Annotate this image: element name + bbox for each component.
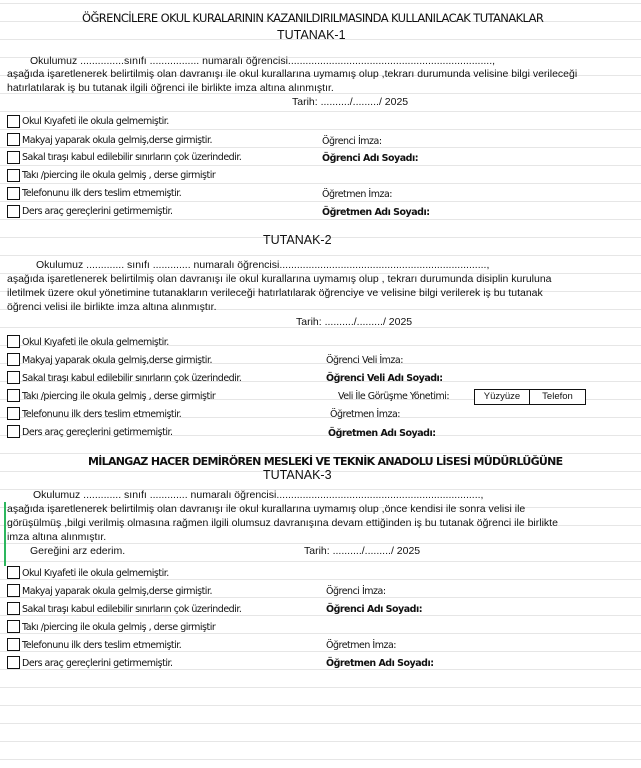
tutanak-1-date: Tarih: ........../........./ 2025 bbox=[292, 96, 409, 108]
t2-checkbox-5[interactable] bbox=[7, 407, 20, 420]
tutanak-2-date: Tarih: ........../........./ 2025 bbox=[296, 316, 413, 328]
t3-checkbox-5[interactable] bbox=[7, 638, 20, 651]
tutanak-3-date: Tarih: ........../........./ 2025 bbox=[304, 545, 421, 557]
tutanak-3-line2: aşağıda işaretlenerek belirtilmiş olan davranışı ile okul kurallarına uymamış olup ,önce kendisi ile sonra velisi ile bbox=[7, 503, 526, 515]
t2-checkbox-2[interactable] bbox=[7, 353, 20, 366]
t1-student-name: Öğrenci Adı Soyadı: bbox=[322, 153, 419, 164]
tutanak-3-heading: TUTANAK-3 bbox=[263, 468, 332, 482]
tutanak-2-line2: aşağıda işaretlenerek belirtilmiş olan davranışı ile okul kurallarına uymamış olup , tekrarı durumunda disiplin kuruluna bbox=[7, 273, 552, 285]
t1-checkbox-5[interactable] bbox=[7, 187, 20, 200]
t1-item-1: Okul Kıyafeti ile okula gelmemiştir. bbox=[22, 116, 169, 127]
tutanak-1-line1: Okulumuz ...............sınıfı ................. numaralı öğrencisi......................................................................, bbox=[30, 55, 496, 67]
tutanak-1-line3: hatırlatılarak iş bu tutanak ilgili öğrenci ile birlikte imza altına alınmıştır. bbox=[7, 82, 334, 94]
t2-meeting-label: Veli İle Görüşme Yönetimi: bbox=[338, 391, 450, 402]
t3-student-name: Öğrenci Adı Soyadı: bbox=[326, 604, 423, 615]
t3-checkbox-3[interactable] bbox=[7, 602, 20, 615]
t2-checkbox-1[interactable] bbox=[7, 335, 20, 348]
meeting-option-phone[interactable]: Telefon bbox=[529, 389, 586, 405]
t3-checkbox-6[interactable] bbox=[7, 656, 20, 669]
t1-student-signature: Öğrenci İmza: bbox=[322, 136, 382, 147]
t3-item-1: Okul Kıyafeti ile okula gelmemiştir. bbox=[22, 568, 169, 579]
t3-item-3: Sakal tıraşı kabul edilebilir sınırların çok üzerindedir. bbox=[22, 604, 242, 615]
t3-teacher-signature: Öğretmen İmza: bbox=[326, 640, 396, 651]
t1-checkbox-4[interactable] bbox=[7, 169, 20, 182]
t3-student-signature: Öğrenci İmza: bbox=[326, 586, 386, 597]
tutanak-3-request: Gereğini arz ederim. bbox=[30, 545, 126, 557]
t2-parent-name: Öğrenci Veli Adı Soyadı: bbox=[326, 373, 443, 384]
cell-selection-indicator bbox=[4, 502, 6, 566]
t2-item-3: Sakal tıraşı kabul edilebilir sınırların çok üzerindedir. bbox=[22, 373, 242, 384]
tutanak-3-line3: görüşülmüş ,bilgi verilmiş olmasına rağmen ilgili olumsuz davranışına devam ettiğinden iş bu tutanak öğrenci ile birlikte bbox=[7, 517, 558, 529]
t2-item-5: Telefonunu ilk ders teslim etmemiştir. bbox=[22, 409, 182, 420]
t2-checkbox-3[interactable] bbox=[7, 371, 20, 384]
main-title: ÖĞRENCİLERE OKUL KURALARININ KAZANILDIRILMASINDA KULLANILACAK TUTANAKLAR bbox=[82, 11, 544, 25]
t1-item-4: Takı /piercing ile okula gelmiş , derse girmiştir bbox=[22, 170, 216, 181]
t3-item-4: Takı /piercing ile okula gelmiş , derse girmiştir bbox=[22, 622, 216, 633]
tutanak-2-line4: öğrenci velisi ile birlikte imza altına alınmıştır. bbox=[7, 301, 217, 313]
t3-item-2: Makyaj yaparak okula gelmiş,derse girmiştir. bbox=[22, 586, 212, 597]
t2-item-6: Ders araç gereçlerini getirmemiştir. bbox=[22, 427, 173, 438]
t3-checkbox-1[interactable] bbox=[7, 566, 20, 579]
t1-checkbox-1[interactable] bbox=[7, 115, 20, 128]
t2-checkbox-4[interactable] bbox=[7, 389, 20, 402]
t1-teacher-signature: Öğretmen İmza: bbox=[322, 189, 392, 200]
t1-item-3: Sakal tıraşı kabul edilebilir sınırların çok üzerindedir. bbox=[22, 152, 242, 163]
t2-teacher-signature: Öğretmen İmza: bbox=[330, 409, 400, 420]
tutanak-2-heading: TUTANAK-2 bbox=[263, 233, 332, 247]
school-title: MİLANGAZ HACER DEMİRÖREN MESLEKİ VE TEKNİK ANADOLU LİSESİ MÜDÜRLÜĞÜNE bbox=[88, 455, 563, 468]
t3-checkbox-4[interactable] bbox=[7, 620, 20, 633]
t2-teacher-name: Öğretmen Adı Soyadı: bbox=[328, 428, 436, 439]
t2-item-4: Takı /piercing ile okula gelmiş , derse girmiştir bbox=[22, 391, 216, 402]
t3-item-6: Ders araç gereçlerini getirmemiştir. bbox=[22, 658, 173, 669]
t1-item-2: Makyaj yaparak okula gelmiş,derse girmiştir. bbox=[22, 135, 212, 146]
tutanak-3-line4: imza altına alınmıştır. bbox=[7, 531, 107, 543]
meeting-option-face-to-face[interactable]: Yüzyüze bbox=[474, 389, 530, 405]
t2-parent-signature: Öğrenci Veli İmza: bbox=[326, 355, 403, 366]
t3-checkbox-2[interactable] bbox=[7, 584, 20, 597]
t2-item-1: Okul Kıyafeti ile okula gelmemiştir. bbox=[22, 337, 169, 348]
t3-item-5: Telefonunu ilk ders teslim etmemiştir. bbox=[22, 640, 182, 651]
t2-checkbox-6[interactable] bbox=[7, 425, 20, 438]
t2-item-2: Makyaj yaparak okula gelmiş,derse girmiştir. bbox=[22, 355, 212, 366]
tutanak-1-line2: aşağıda işaretlenerek belirtilmiş olan davranışı ile okul kurallarına uymamış olup ,tekrarı durumunda velisine bilgi verileceği bbox=[7, 68, 578, 80]
t1-item-5: Telefonunu ilk ders teslim etmemiştir. bbox=[22, 188, 182, 199]
t1-checkbox-2[interactable] bbox=[7, 133, 20, 146]
tutanak-2-line3: iletilmek üzere okul yönetimine tutanakların verileceği hatırlatılarak öğrenciye ve velisine bilgi verilerek iş bu tutanak bbox=[7, 287, 543, 299]
tutanak-1-heading: TUTANAK-1 bbox=[277, 28, 346, 42]
t1-teacher-name: Öğretmen Adı Soyadı: bbox=[322, 207, 430, 218]
t3-teacher-name: Öğretmen Adı Soyadı: bbox=[326, 658, 434, 669]
t1-item-6: Ders araç gereçlerini getirmemiştir. bbox=[22, 206, 173, 217]
t1-checkbox-3[interactable] bbox=[7, 151, 20, 164]
tutanak-2-line1: Okulumuz ............. sınıfı ............. numaralı öğrencisi......................................................................., bbox=[36, 259, 490, 271]
tutanak-3-line1: Okulumuz ............. sınıfı ............. numaralı öğrencisi......................................................................, bbox=[33, 489, 484, 501]
t1-checkbox-6[interactable] bbox=[7, 205, 20, 218]
